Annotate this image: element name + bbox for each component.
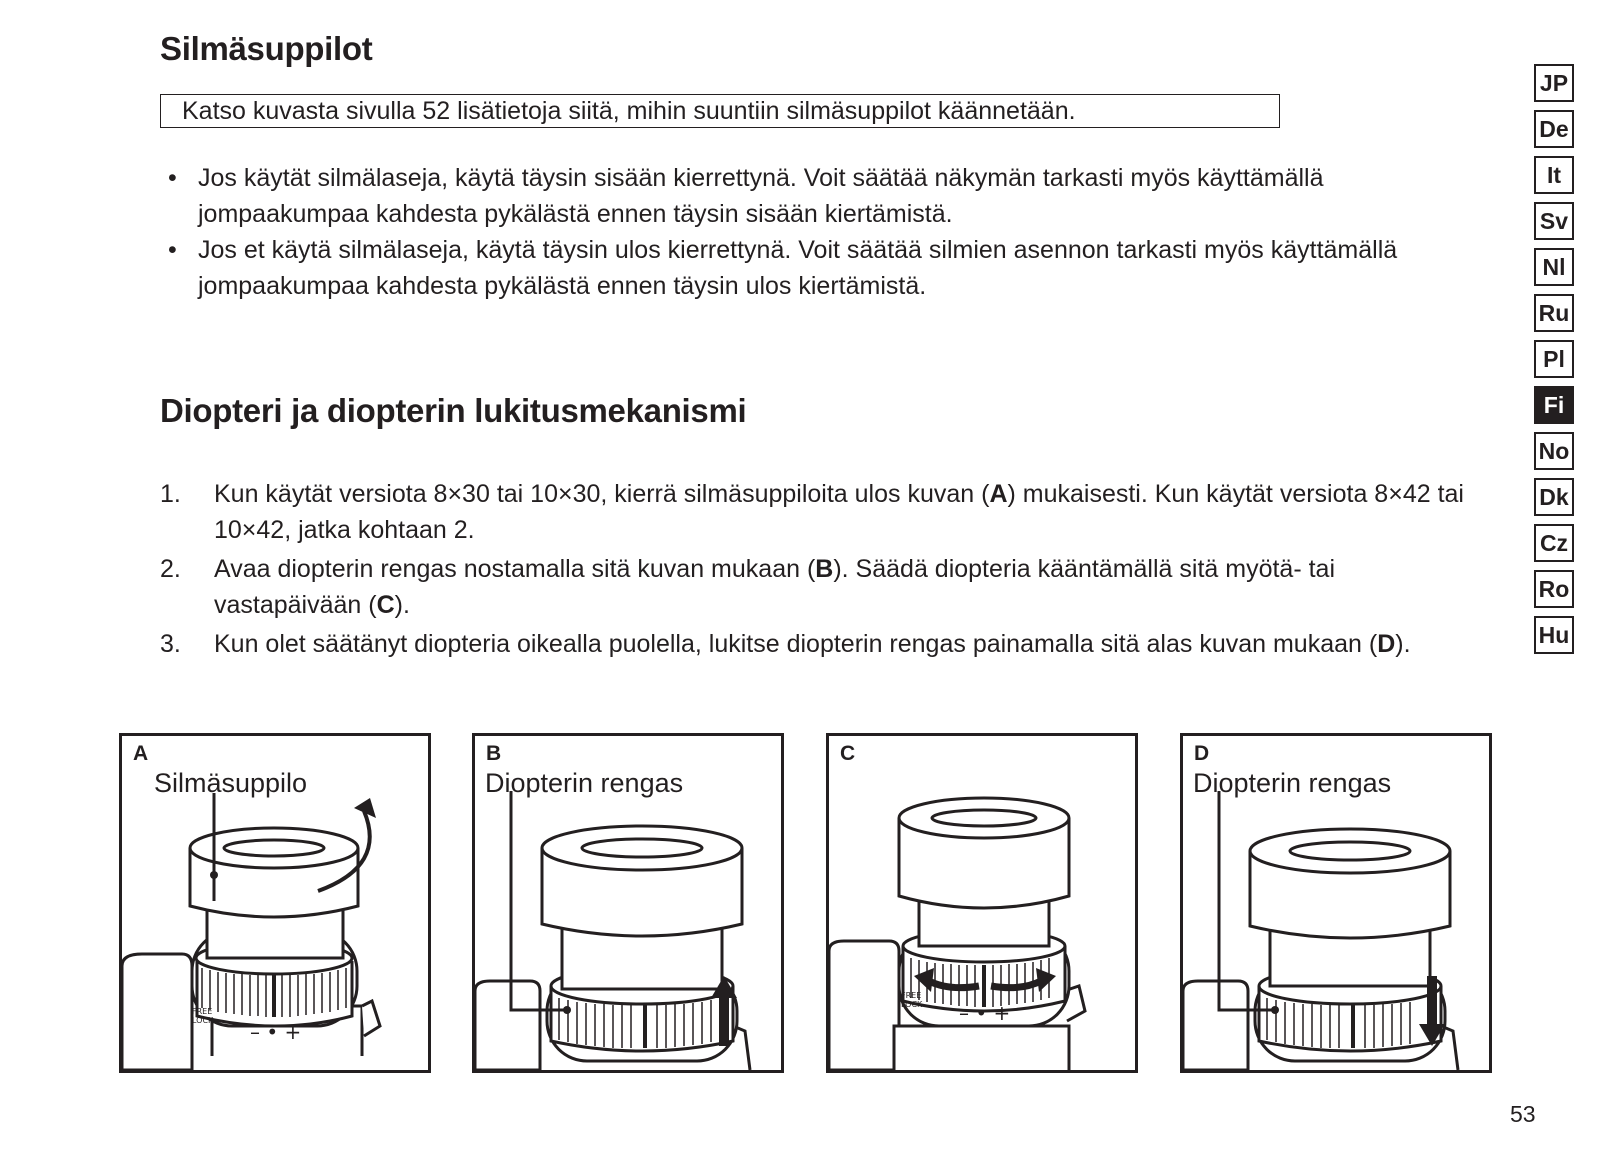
- step-text: ) mukaisesti. Kun käytät versiota 8×42 tai 10×42, jatka kohtaan 2.: [214, 480, 1464, 544]
- figure-caption: Silmäsuppilo: [154, 768, 308, 798]
- figure-ref: D: [1377, 630, 1396, 658]
- language-tab-jp[interactable]: JP: [1534, 64, 1574, 102]
- figure-letter: D: [1194, 742, 1210, 765]
- bullet-text: Jos käytät silmälaseja, käytä täysin sisään kierrettynä. Voit säätää näkymän tarkasti myös käyttämällä jompaakumpaa kahdesta pykälästä ennen täysin sisään kiertämistä.: [198, 164, 1324, 228]
- free-label: FREE: [192, 1007, 213, 1016]
- step-number: 3.: [160, 630, 181, 658]
- bullet-item: [168, 160, 1458, 232]
- section-title-diopter: Diopteri ja diopterin lukitusmekanismi: [160, 392, 747, 429]
- lock-arrow-shaft: [1427, 976, 1437, 1026]
- language-tab-sv[interactable]: Sv: [1534, 202, 1574, 240]
- figure-panel-b: [472, 733, 784, 1073]
- figure-ref: C: [376, 591, 395, 619]
- step-text: Avaa diopterin rengas nostamalla sitä kuvan mukaan (: [214, 555, 816, 583]
- page-number: 53: [1510, 1101, 1536, 1127]
- eyecup-opening-ellipse: [932, 810, 1036, 826]
- bullet-symbol: •: [168, 236, 177, 264]
- diopter-rotate-illustration: [829, 736, 1135, 1070]
- step-text: ).: [1395, 630, 1411, 658]
- binocular-body-shape: [122, 954, 192, 1070]
- lift-arrow-shaft: [719, 996, 729, 1046]
- eyecup-opening-ellipse: [582, 839, 702, 857]
- language-tab-ru[interactable]: Ru: [1534, 294, 1574, 332]
- language-tab-de[interactable]: De: [1534, 110, 1574, 148]
- figure-panel-d: [1180, 733, 1492, 1073]
- binocular-body-shape: [475, 981, 540, 1070]
- eyecup-bullet-list: [168, 160, 1458, 304]
- language-tab-it[interactable]: It: [1534, 156, 1574, 194]
- step-number: 1.: [160, 480, 181, 508]
- diopter-scale-label: – • +: [959, 1001, 1011, 1025]
- section-title-eyecups: Silmäsuppilot: [160, 30, 373, 67]
- figure-letter: B: [486, 742, 502, 765]
- figure-letter: A: [133, 742, 149, 765]
- figure-caption: Diopterin rengas: [1193, 768, 1392, 798]
- step-number: 2.: [160, 555, 181, 583]
- step-text: ). Säädä diopteria kääntämällä sitä myötä- tai vastapäivään (: [214, 555, 1335, 619]
- language-tab-fi[interactable]: Fi: [1534, 386, 1574, 424]
- language-tab-pl[interactable]: Pl: [1534, 340, 1574, 378]
- figure-panel-c: [826, 733, 1138, 1073]
- lock-label: LOCK: [192, 1016, 214, 1025]
- figure-ref: B: [815, 555, 834, 583]
- language-tab-nl[interactable]: Nl: [1534, 248, 1574, 286]
- lock-label: LOCK: [901, 1000, 923, 1009]
- binocular-barrel-shape: [894, 1026, 1069, 1070]
- binocular-body-shape: [829, 941, 899, 1070]
- bullet-symbol: •: [168, 164, 177, 192]
- reference-note-box: Katso kuvasta sivulla 52 lisätietoja siitä, mihin suuntiin silmäsuppilot käännetään.: [160, 94, 1280, 128]
- free-label: FREE: [901, 991, 922, 1000]
- step-text: Kun käytät versiota 8×30 tai 10×30, kierrä silmäsuppiloita ulos kuvan (: [214, 480, 990, 508]
- step-item: [160, 476, 1480, 548]
- language-tab-dk[interactable]: Dk: [1534, 478, 1574, 516]
- figure-ref: A: [989, 480, 1008, 508]
- step-item: [160, 626, 1480, 662]
- figure-panel-a: [119, 733, 431, 1073]
- eyecup-opening-ellipse: [1290, 842, 1410, 860]
- language-tab-hu[interactable]: Hu: [1534, 616, 1574, 654]
- diopter-scale-label: – • +: [250, 1020, 302, 1044]
- step-text: Kun olet säätänyt diopteria oikealla puolella, lukitse diopterin rengas painamalla sitä alas kuvan mukaan (: [214, 630, 1378, 658]
- bullet-item: [168, 232, 1458, 304]
- step-item: [160, 551, 1480, 623]
- binocular-body-shape: [1183, 981, 1248, 1070]
- language-tab-no[interactable]: No: [1534, 432, 1574, 470]
- language-tab-ro[interactable]: Ro: [1534, 570, 1574, 608]
- eyecup-opening-ellipse: [224, 840, 324, 856]
- diopter-step-list: [160, 476, 1480, 665]
- language-tab-cz[interactable]: Cz: [1534, 524, 1574, 562]
- bullet-text: Jos et käytä silmälaseja, käytä täysin ulos kierrettynä. Voit säätää silmien asennon tarkasti myös käyttämällä jompaakumpaa kahdesta pykälästä ennen täysin ulos kiertämistä.: [198, 236, 1398, 300]
- figure-letter: C: [840, 742, 856, 765]
- step-text: ).: [394, 591, 410, 619]
- bridge-shape: [362, 1001, 380, 1036]
- figure-caption: Diopterin rengas: [485, 768, 684, 798]
